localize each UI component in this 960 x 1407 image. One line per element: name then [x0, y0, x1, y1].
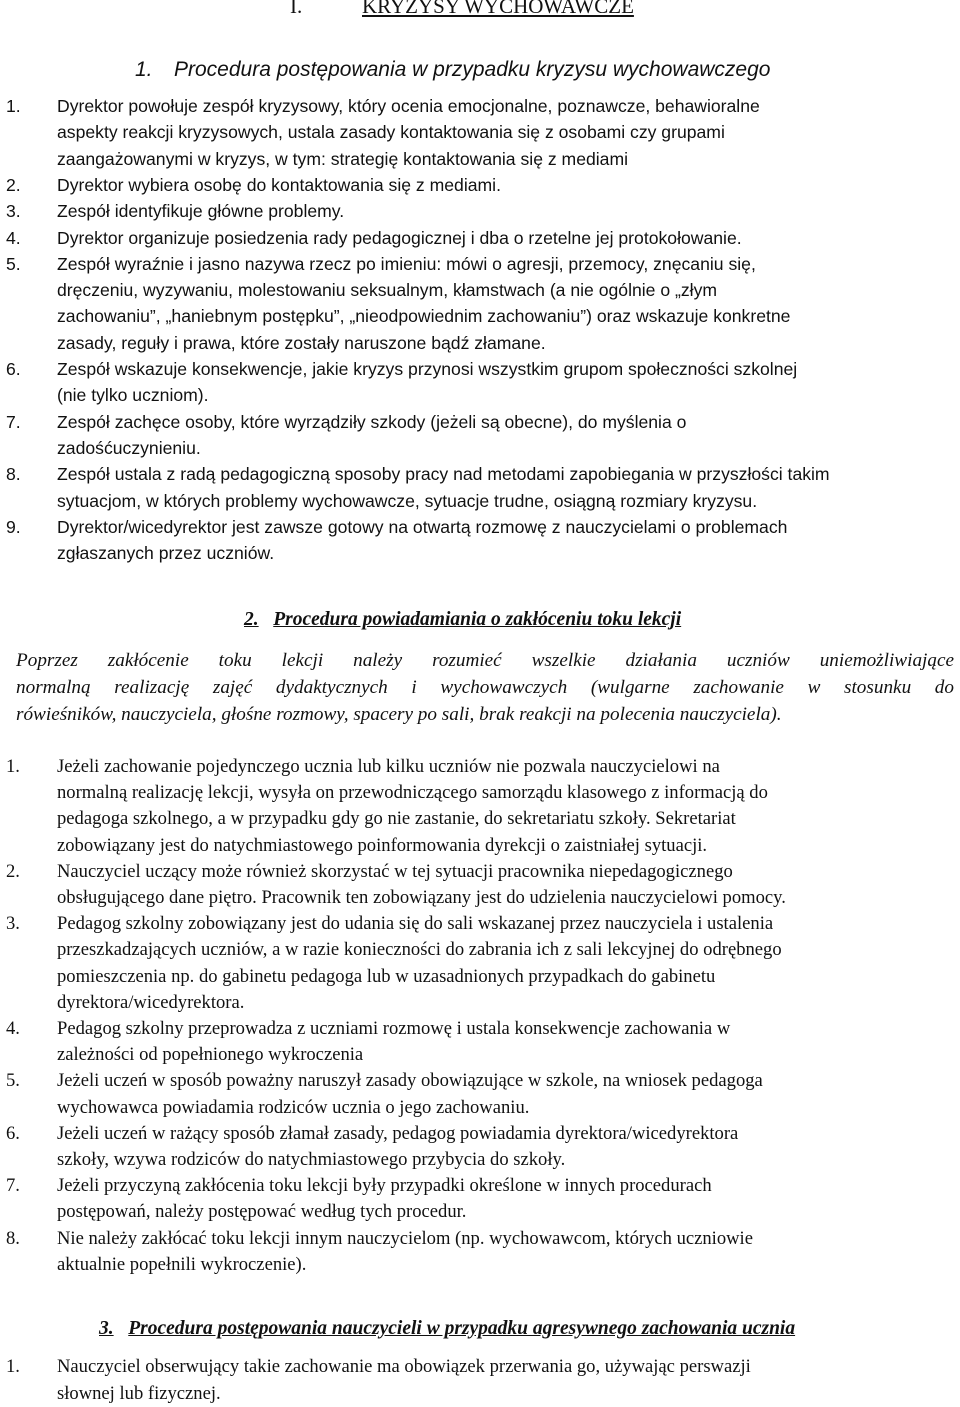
- list-item-line: normalną realizację lekcji, wysyła on przewodniczącego samorządu klasowego z informacją do: [57, 782, 768, 804]
- list-item-line: Jeżeli zachowanie pojedynczego ucznia lub kilku uczniów nie pozwala nauczycielowi na: [57, 756, 720, 777]
- list-item-line: Zespół wyraźnie i jasno nazywa rzecz po imieniu: mówi o agresji, przemocy, znęcaniu się,: [57, 253, 756, 274]
- list-item-number: 3.: [6, 913, 20, 935]
- list-item-line: Jeżeli przyczyną zakłócenia toku lekcji były przypadki określone w innych procedurach: [57, 1175, 712, 1197]
- list-item-line: dręczeniu, wyzywaniu, molestowaniu seksualnym, kłamstwach (a nie ogólnie o „złym: [57, 280, 718, 301]
- section3-number: 3.: [99, 1318, 114, 1339]
- list-item-line: Nauczyciel uczący może również skorzystać w tej sytuacji pracownika niepedagogicznego: [57, 860, 733, 882]
- list-item-line: aspekty reakcji kryzysowych, ustala zasady kontaktowania się z osobami czy grupami: [57, 122, 725, 143]
- list-item-line: Pedagog szkolny przeprowadza z uczniami rozmowę i ustala konsekwencje zachowania w: [57, 1018, 731, 1039]
- list-item-number: 1.: [6, 756, 20, 777]
- list-item-number: 7.: [6, 1175, 20, 1197]
- list-item-line: zasady, reguły i prawa, które zostały naruszone bądź złamane.: [57, 332, 546, 353]
- list-item-line: Jeżeli uczeń w rażący sposób złamał zasady, pedagog powiadamia dyrektora/wicedyrektora: [57, 1122, 739, 1144]
- list-item-line: pedagoga szkolnego, a w przypadku gdy go nie zastanie, do sekretariatu szkoły. Sekretariat: [57, 808, 736, 830]
- list-item-line: aktualnie popełnili wykroczenie).: [57, 1253, 307, 1275]
- list-item-number: 3.: [6, 201, 21, 222]
- section1-title: Procedura postępowania w przypadku kryzysu wychowawczego: [174, 58, 771, 81]
- list-item-number: 2.: [6, 860, 20, 882]
- list-item-line: pomieszczenia np. do gabinetu pedagoga lub w uzasadnionych przypadkach do gabinetu: [57, 965, 716, 987]
- chapter-number: I.: [290, 0, 303, 18]
- list-item-number: 7.: [6, 411, 21, 432]
- list-item-line: postępowań, należy postępować według tych procedur.: [57, 1201, 467, 1223]
- list-item-number: 1.: [6, 96, 21, 116]
- list-item-line: Dyrektor wybiera osobę do kontaktowania się z mediami.: [57, 174, 501, 195]
- chapter-title: KRYZYSY WYCHOWAWCZE: [362, 0, 634, 18]
- list-item-line: wychowawca powiadamia rodziców ucznia o jego zachowaniu.: [57, 1096, 530, 1118]
- section2-intro: [16, 647, 954, 728]
- list-item-number: 4.: [6, 1018, 20, 1039]
- list-item-line: słownej lub fizycznej.: [57, 1382, 221, 1404]
- intro-line: normalną realizację zajęć dydaktycznych i wychowawczych (wulgarne zachowanie w stosunku do: [16, 677, 954, 698]
- section2-number: 2.: [244, 609, 259, 630]
- list-item-line: Dyrektor organizuje posiedzenia rady pedagogicznej i dba o rzetelne jej protokołowanie.: [57, 227, 742, 248]
- list-item-number: 6.: [6, 1122, 20, 1144]
- list-item-line: dyrektora/wicedyrektora.: [57, 991, 245, 1013]
- section2-title: Procedura powiadamiania o zakłóceniu toku lekcji: [273, 609, 682, 630]
- list-item-line: zadośćuczynieniu.: [57, 437, 201, 458]
- list-item-number: 8.: [6, 464, 21, 485]
- list-item-line: obsługującego dane piętro. Pracownik ten zobowiązany jest do udzielenia nauczycielowi pomocy.: [57, 887, 786, 908]
- list-item-line: Zespół zachęce osoby, które wyrządziły szkody (jeżeli są obecne), do myślenia o: [57, 411, 687, 432]
- list-item-line: Jeżeli uczeń w sposób poważny naruszył zasady obowiązujące w szkole, na wniosek pedagoga: [57, 1070, 763, 1092]
- list-item-line: zaangażowanymi w kryzys, w tym: strategię kontaktowania się z mediami: [57, 148, 629, 169]
- list-item-line: Dyrektor powołuje zespół kryzysowy, który ocenia emocjonalne, poznawcze, behawioralne: [57, 96, 760, 116]
- list-item-line: szkoły, wzywa rodziców do natychmiastowego przybycia do szkoły.: [57, 1149, 566, 1170]
- intro-line: rówieśników, nauczyciela, głośne rozmowy, spacery po sali, brak reakcji na polecenia nauczyciela).: [16, 704, 782, 725]
- list-item-line: Zespół wskazuje konsekwencje, jakie kryzys przynosi wszystkim grupom społeczności szkolnej: [57, 359, 798, 379]
- list-item-number: 5.: [6, 1070, 20, 1092]
- list-item-line: zobowiązany jest do natychmiastowego poinformowania dyrekcji o zaistniałej sytuacji.: [57, 834, 708, 856]
- section2-heading: [244, 609, 681, 631]
- list-item-line: przeszkadzających uczniów, a w razie konieczności do zabrania ich z sali lekcyjnej do odrębnego: [57, 939, 782, 961]
- list-item-line: (nie tylko uczniom).: [57, 385, 209, 406]
- list-item-line: zachowaniu”, „haniebnym postępku”, „nieodpowiednim zachowaniu”) oraz wskazuje konkretne: [57, 306, 791, 327]
- list-item-number: 4.: [6, 227, 21, 248]
- list-item-line: zgłaszanych przez uczniów.: [57, 543, 275, 564]
- list-item-line: Dyrektor/wicedyrektor jest zawsze gotowy na otwartą rozmowę z nauczycielami o problemach: [57, 516, 788, 537]
- list-item-line: Nie należy zakłócać toku lekcji innym nauczycielom (np. wychowawcom, których uczniowie: [57, 1227, 753, 1249]
- list-item-number: 8.: [6, 1227, 20, 1249]
- list-item-line: Nauczyciel obserwujący takie zachowanie ma obowiązek przerwania go, używając perswazji: [57, 1356, 751, 1377]
- list-item-line: Zespół identyfikuje główne problemy.: [57, 201, 345, 222]
- section3-title: Procedura postępowania nauczycieli w przypadku agresywnego zachowania ucznia: [128, 1318, 796, 1339]
- list-item-line: sytuacjom, w których problemy wychowawcze, sytuacje trudne, osiągną rozmiary kryzysu.: [57, 490, 758, 511]
- list-item-number: 6.: [6, 359, 21, 379]
- list-item-number: 9.: [6, 516, 21, 537]
- list-item-number: 1.: [6, 1356, 20, 1377]
- intro-line: Poprzez zakłócenie toku lekcji należy rozumieć wszelkie działania uczniów uniemożliwiające: [16, 650, 954, 671]
- list-item-number: 5.: [6, 253, 21, 274]
- list-item-number: 2.: [6, 174, 21, 195]
- list-item-line: Pedagog szkolny zobowiązany jest do udania się do sali wskazanej przez nauczyciela i ustalenia: [57, 913, 774, 935]
- section3-heading: [99, 1318, 795, 1340]
- section1-number: 1.: [135, 58, 153, 81]
- list-item-line: zależności od popełnionego wykroczenia: [57, 1044, 364, 1066]
- list-item-line: Zespół ustala z radą pedagogiczną sposoby pracy nad metodami zapobiegania w przyszłości takim: [57, 464, 830, 485]
